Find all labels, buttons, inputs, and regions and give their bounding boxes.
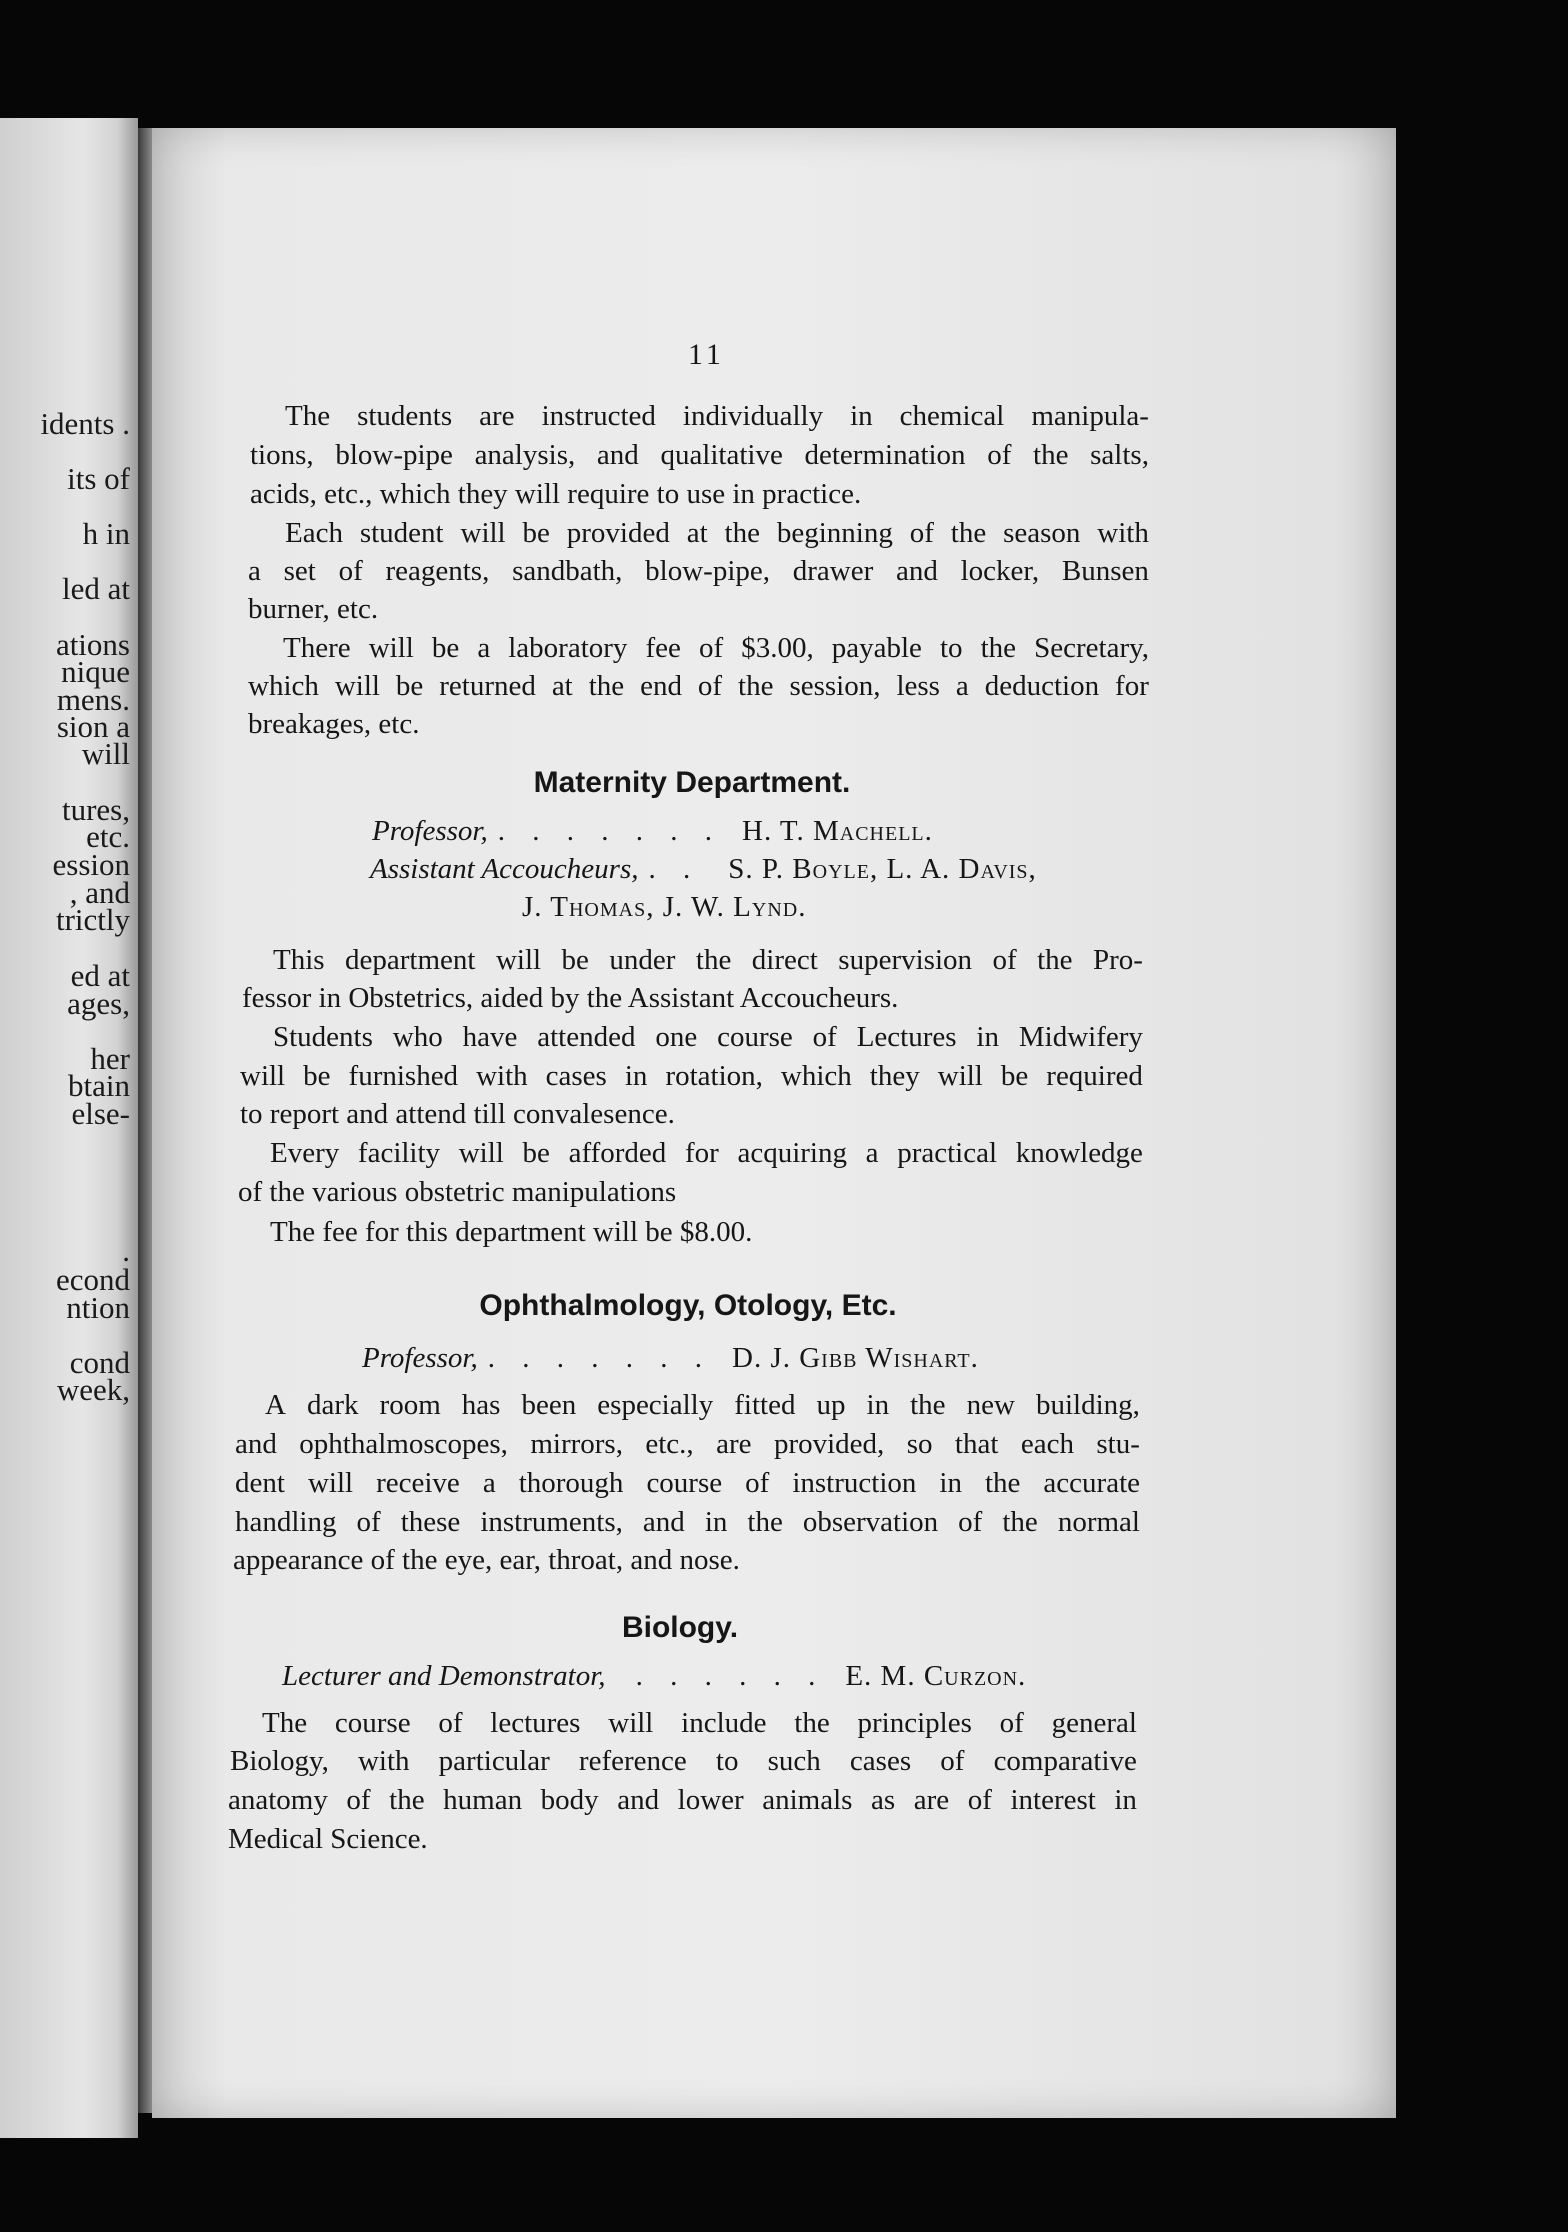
text-line: dent will receive a thorough course of instruction in the accurate — [235, 1467, 1140, 1499]
staff-line-professor: Professor, . . . . . . . D. J. Gibb Wishart. — [362, 1342, 979, 1374]
left-page-fragment: trictly — [55, 902, 130, 937]
left-page-fragment: week, — [56, 1372, 130, 1407]
section-heading-ophthalmology: Ophthalmology, Otology, Etc. — [479, 1289, 897, 1322]
left-page-fragment: else- — [71, 1096, 130, 1131]
left-page-fragment: ntion — [66, 1290, 130, 1325]
left-page-fragment: btain — [68, 1068, 130, 1103]
text-line: There will be a laboratory fee of $3.00, payable to the Secretary, — [283, 632, 1149, 664]
left-page-fragment: sion a — [56, 709, 130, 744]
left-page-fragment: econd — [55, 1262, 130, 1297]
left-page-fragment: . — [122, 1233, 130, 1268]
text-line: Every facility will be afforded for acquiring a practical knowledge — [270, 1137, 1143, 1169]
text-line: acids, etc., which they will require to use in practice. — [250, 478, 862, 510]
left-page — [0, 118, 138, 2138]
left-page-fragment: idents . — [40, 406, 130, 441]
left-page-fragment: etc. — [86, 819, 130, 854]
page-number: 11 — [688, 338, 725, 371]
left-page-fragment: , and — [69, 875, 130, 910]
left-page-fragment: h in — [82, 516, 130, 551]
left-page-fragment: ations — [55, 627, 130, 662]
left-page-fragment: mens. — [56, 682, 130, 717]
text-line: Biology, with particular reference to such cases of comparative — [230, 1745, 1137, 1777]
text-line: to report and attend till convalesence. — [240, 1098, 675, 1130]
staff-line-assistants-cont: J. Thomas, J. W. Lynd. — [522, 891, 807, 923]
text-line: Students who have attended one course of Lectures in Midwifery — [273, 1021, 1143, 1053]
section-heading-biology: Biology. — [621, 1611, 739, 1644]
text-line: will be furnished with cases in rotation, which they will be required — [240, 1060, 1143, 1092]
left-page-fragment: will — [81, 736, 130, 771]
left-page-fragment: ages, — [67, 986, 130, 1021]
left-page-fragment: led at — [62, 571, 130, 606]
left-page-fragment: tures, — [61, 792, 130, 827]
text-line: The fee for this department will be $8.00. — [270, 1216, 753, 1248]
text-line: A dark room has been especially fitted up in the new building, — [265, 1389, 1140, 1421]
left-page-fragment: ession — [52, 847, 130, 882]
staff-line-assistants: Assistant Accoucheurs, . . S. P. Boyle, L. A. Davis, — [370, 853, 1037, 885]
text-line: anatomy of the human body and lower animals as are of interest in — [228, 1784, 1137, 1816]
text-line: Each student will be provided at the beginning of the season with — [285, 517, 1149, 549]
left-page-fragment: ed at — [70, 958, 130, 993]
text-line: Medical Science. — [228, 1823, 428, 1855]
text-line: a set of reagents, sandbath, blow-pipe, drawer and locker, Bunsen — [248, 555, 1149, 587]
left-page-fragment: its of — [67, 461, 130, 496]
text-line: This department will be under the direct supervision of the Pro- — [273, 944, 1143, 976]
text-line: and ophthalmoscopes, mirrors, etc., are provided, so that each stu- — [235, 1428, 1140, 1460]
text-line: of the various obstetric manipulations — [238, 1176, 677, 1208]
left-page-fragment: cond — [69, 1345, 130, 1380]
text-line: which will be returned at the end of the session, less a deduction for — [248, 670, 1149, 702]
text-line: breakages, etc. — [248, 708, 420, 740]
text-line: fessor in Obstetrics, aided by the Assistant Accoucheurs. — [242, 982, 899, 1014]
left-page-fragment: her — [90, 1041, 130, 1076]
text-line: tions, blow-pipe analysis, and qualitative determination of the salts, — [250, 439, 1149, 471]
text-line: The students are instructed individually in chemical manipula- — [285, 400, 1149, 432]
left-page-fragment: nique — [61, 654, 130, 689]
section-heading-maternity: Maternity Department. — [533, 766, 851, 799]
text-line: The course of lectures will include the principles of general — [262, 1707, 1137, 1739]
text-line: appearance of the eye, ear, throat, and nose. — [233, 1544, 740, 1576]
staff-line-professor: Professor, . . . . . . . H. T. Machell. — [372, 815, 933, 847]
staff-line-lecturer: Lecturer and Demonstrator, . . . . . . E. M. Curzon. — [282, 1660, 1027, 1692]
text-line: burner, etc. — [248, 593, 379, 625]
text-line: handling of these instruments, and in the observation of the normal — [235, 1506, 1140, 1538]
